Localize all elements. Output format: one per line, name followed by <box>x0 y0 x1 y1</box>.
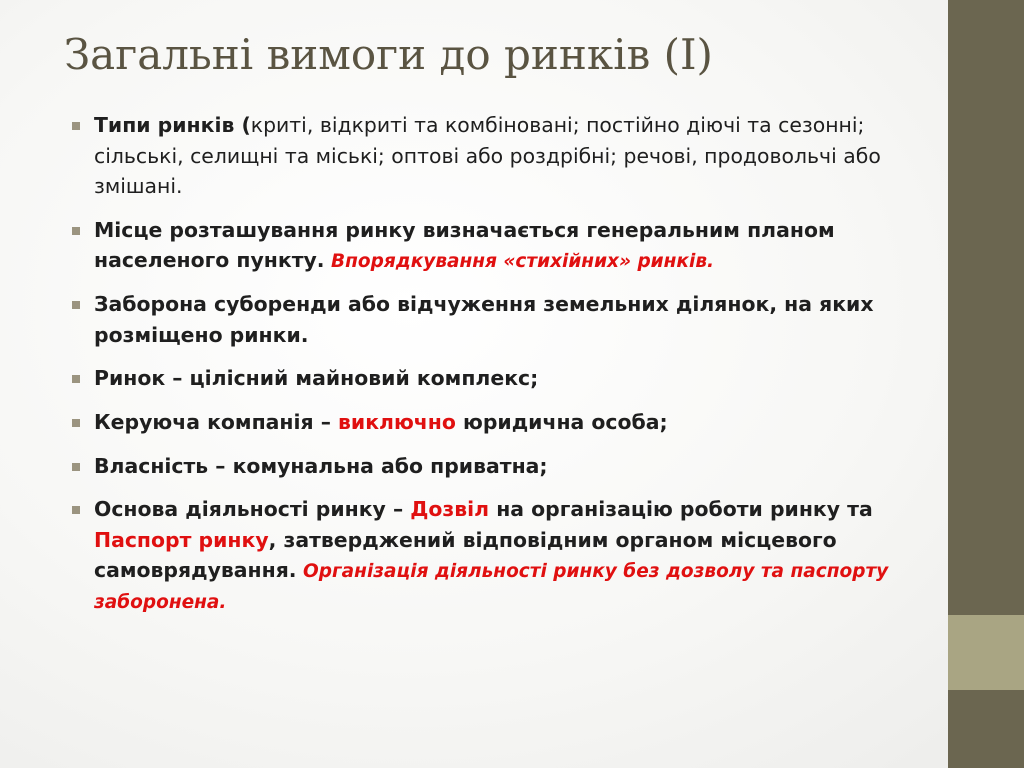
managing-company-text: Керуюча компанія – <box>94 410 338 435</box>
bullet-ownership <box>72 451 912 482</box>
market-types-text: криті, відкриті та комбіновані; постійно діючі та сезонні; сільські, селищні та міські; оптові або роздрібні; речові, продовольчі або змішані. <box>94 113 881 199</box>
managing-company-highlight: виключно <box>338 410 456 435</box>
sidebar-bar-dark <box>948 0 1024 615</box>
sublease-ban-text: Заборона суборенди або відчуження земельних ділянок, на яких розміщено ринки. <box>94 292 874 347</box>
bullet-activity-basis <box>72 494 912 617</box>
bullet-market-location <box>72 215 912 276</box>
activity-ban-note: Організація діяльності ринку без дозволу та паспорту заборонена. <box>94 561 889 614</box>
market-location-note: Впорядкування «стихійних» ринків. <box>331 251 715 273</box>
activity-basis-text-end: , затверджений відповідним органом місцевого самоврядування. <box>94 527 837 583</box>
ownership-text: Власність – комунальна або приватна; <box>94 453 548 478</box>
bullet-market-types <box>72 110 912 202</box>
sidebar-bar-bottom <box>948 690 1024 768</box>
market-location-text: Місце розташування ринку визначається генеральним планом населеного пункту. <box>94 217 835 273</box>
slide-title: Загальні вимоги до ринків (І) <box>64 30 713 79</box>
bullet-sublease-ban <box>72 289 912 350</box>
passport-highlight: Паспорт ринку <box>94 527 269 552</box>
bullet-property-complex <box>72 363 912 394</box>
permit-highlight: Дозвіл <box>410 497 490 522</box>
sidebar-bar-accent <box>948 615 1024 690</box>
market-types-heading: Типи ринків ( <box>94 113 251 137</box>
activity-basis-text: Основа діяльності ринку – <box>94 497 411 522</box>
managing-company-text-end: юридична особа; <box>455 410 668 435</box>
property-complex-text: Ринок – цілісний майновий комплекс; <box>94 366 539 391</box>
bullet-list <box>72 110 912 630</box>
activity-basis-text-mid: на організацію роботи ринку та <box>489 497 873 522</box>
bullet-managing-company <box>72 407 912 438</box>
